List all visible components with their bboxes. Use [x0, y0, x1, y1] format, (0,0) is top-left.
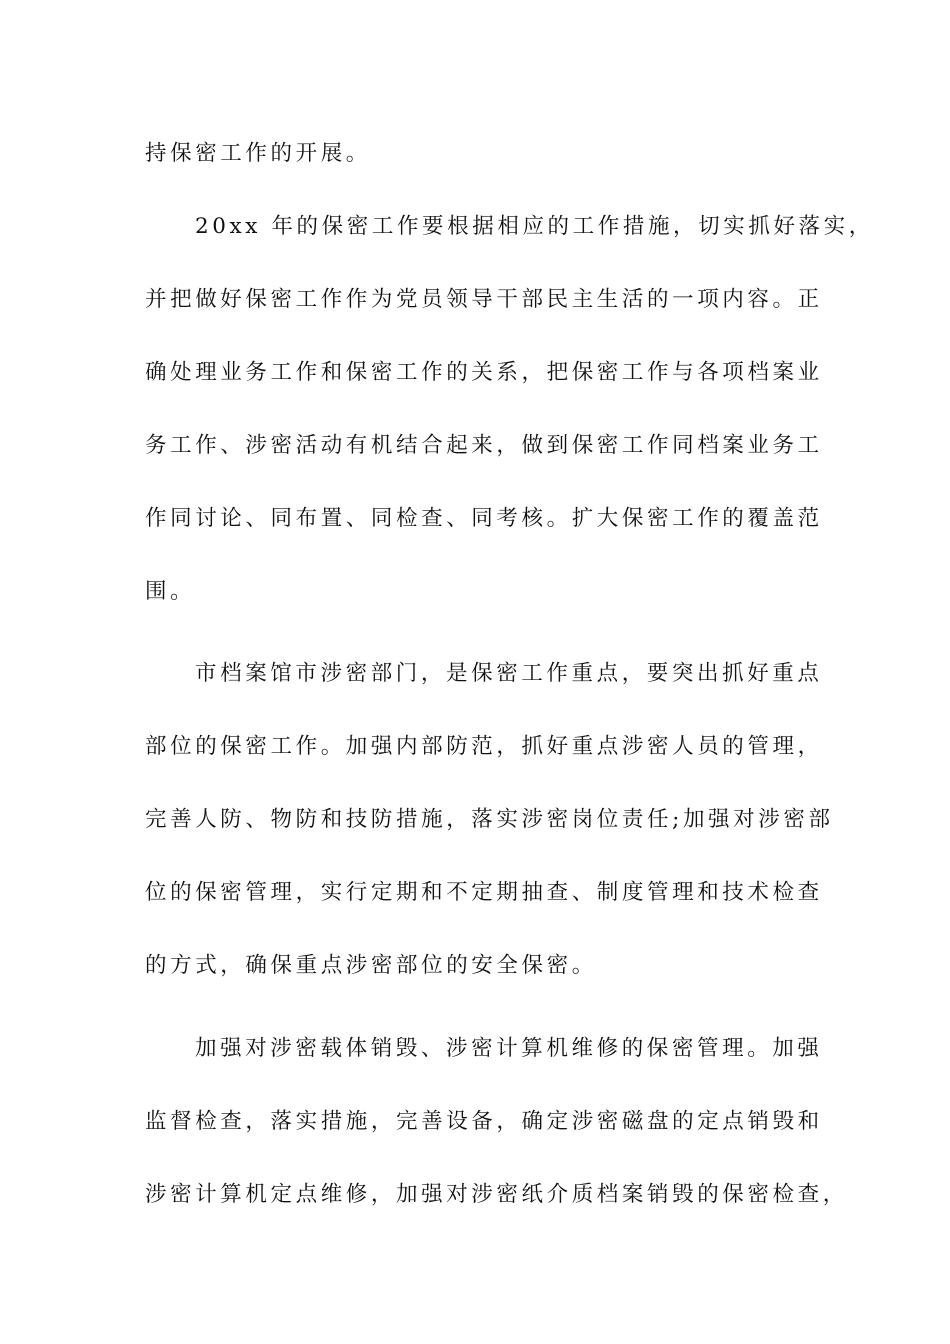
paragraph-first-line: 市档案馆市涉密部门，是保密工作重点，要突出抓好重点 [195, 661, 823, 686]
text-line: 位的保密管理，实行定期和不定期抽查、制度管理和技术检查 [145, 880, 823, 905]
paragraph-first-line: 20xx 年的保密工作要根据相应的工作措施，切实抓好落实， [195, 214, 874, 239]
paragraph-first-line: 加强对涉密载体销毁、涉密计算机维修的保密管理。加强 [195, 1036, 823, 1061]
text-line: 的方式，确保重点涉密部位的安全保密。 [145, 953, 597, 978]
text-line: 部位的保密工作。加强内部防范，抓好重点涉密人员的管理， [145, 734, 823, 759]
text-line: 围。 [145, 579, 196, 604]
text-line: 完善人防、物防和技防措施，落实涉密岗位责任;加强对涉密部 [145, 807, 834, 832]
text-line: 涉密计算机定点维修，加强对涉密纸介质档案销毁的保密检查， [145, 1182, 848, 1207]
text-line: 监督检查，落实措施，完善设备，确定涉密磁盘的定点销毁和 [145, 1109, 823, 1134]
text-line: 确处理业务工作和保密工作的关系，把保密工作与各项档案业 [145, 360, 823, 385]
text-line: 务工作、涉密活动有机结合起来，做到保密工作同档案业务工 [145, 433, 823, 458]
text-line: 并把做好保密工作作为党员领导干部民主生活的一项内容。正 [145, 287, 823, 312]
text-line: 持保密工作的开展。 [145, 141, 371, 166]
text-line: 作同讨论、同布置、同检查、同考核。扩大保密工作的覆盖范 [145, 506, 823, 531]
